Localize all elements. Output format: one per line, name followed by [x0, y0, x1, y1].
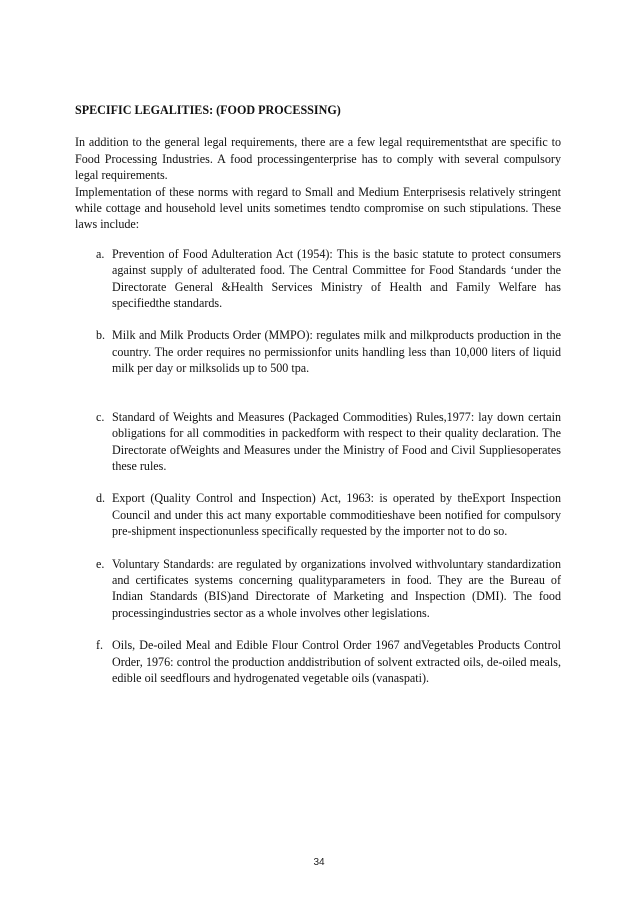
list-item-f	[75, 637, 561, 686]
list-item-text: Oils, De-oiled Meal and Edible Flour Control Order 1967 andVegetables Products Control Order, 1976: control the production anddistribution of solvent extracted oils, de-oiled meals, edible oil seedflours and hydrogenated vegetable oils (vanaspati).	[112, 638, 561, 685]
list-item-text: Prevention of Food Adulteration Act (1954): This is the basic statute to protect consumers against supply of adulterated food. The Central Committee for Food Standards ‘under the Directorate General &Health Services Ministry of Health and Family Welfare has specifiedthe standards.	[112, 246, 561, 311]
page-number: 34	[313, 857, 325, 868]
list-item-c	[75, 409, 561, 475]
list-marker: f.	[96, 638, 104, 653]
list-item-b	[75, 327, 561, 376]
list-item-a	[75, 246, 561, 312]
list-marker: e.	[96, 556, 105, 571]
list-marker: c.	[96, 409, 105, 424]
list-item-text: Standard of Weights and Measures (Packaged Commodities) Rules,1977: lay down certain obligations for all commodities in packedform with respect to their quality declaration. The Directorate ofWeights and Measures under the Ministry of Food and Civil Suppliesoperates these rules.	[112, 409, 561, 473]
list-item-e	[75, 556, 561, 622]
list-item-text: Voluntary Standards: are regulated by organizations involved withvoluntary standardization and certificates systems concerning qualityparameters in food. They are the Bureau of Indian Standards (BIS)and Directorate of Marketing and Inspection (DMI). The food processingindustries sector as a whole involves other legislations.	[112, 556, 561, 620]
page-content	[75, 102, 561, 702]
list-marker: d.	[96, 491, 106, 506]
laws-list	[75, 246, 561, 687]
intro-paragraph: In addition to the general legal requirements, there are a few legal requirementsthat are specific to Food Processing Industries. A food processingenterprise has to comply with several compulsory legal requirements.	[75, 135, 561, 183]
list-marker: b.	[96, 328, 106, 343]
implementation-paragraph: Implementation of these norms with regard to Small and Medium Enterprisesis relatively stringent while cottage and household level units sometimes tendto compromise on such stipulations. These laws include:	[75, 184, 561, 232]
list-item-d	[75, 490, 561, 539]
list-item-text: Export (Quality Control and Inspection) Act, 1963: is operated by theExport Inspection Council and under this act many exportable commoditieshave been notified for compulsory pre-shipment inspectionunless specifically requested by the importer not to do so.	[112, 491, 561, 539]
list-item-text: Milk and Milk Products Order (MMPO): regulates milk and milkproducts production in the country. The order requires no permissionfor units handling less than 10,000 liters of liquid milk per day or milksolids up to 500 tpa.	[112, 328, 561, 376]
list-marker: a.	[96, 246, 105, 261]
section-heading: SPECIFIC LEGALITIES: (FOOD PROCESSING)	[75, 103, 341, 117]
